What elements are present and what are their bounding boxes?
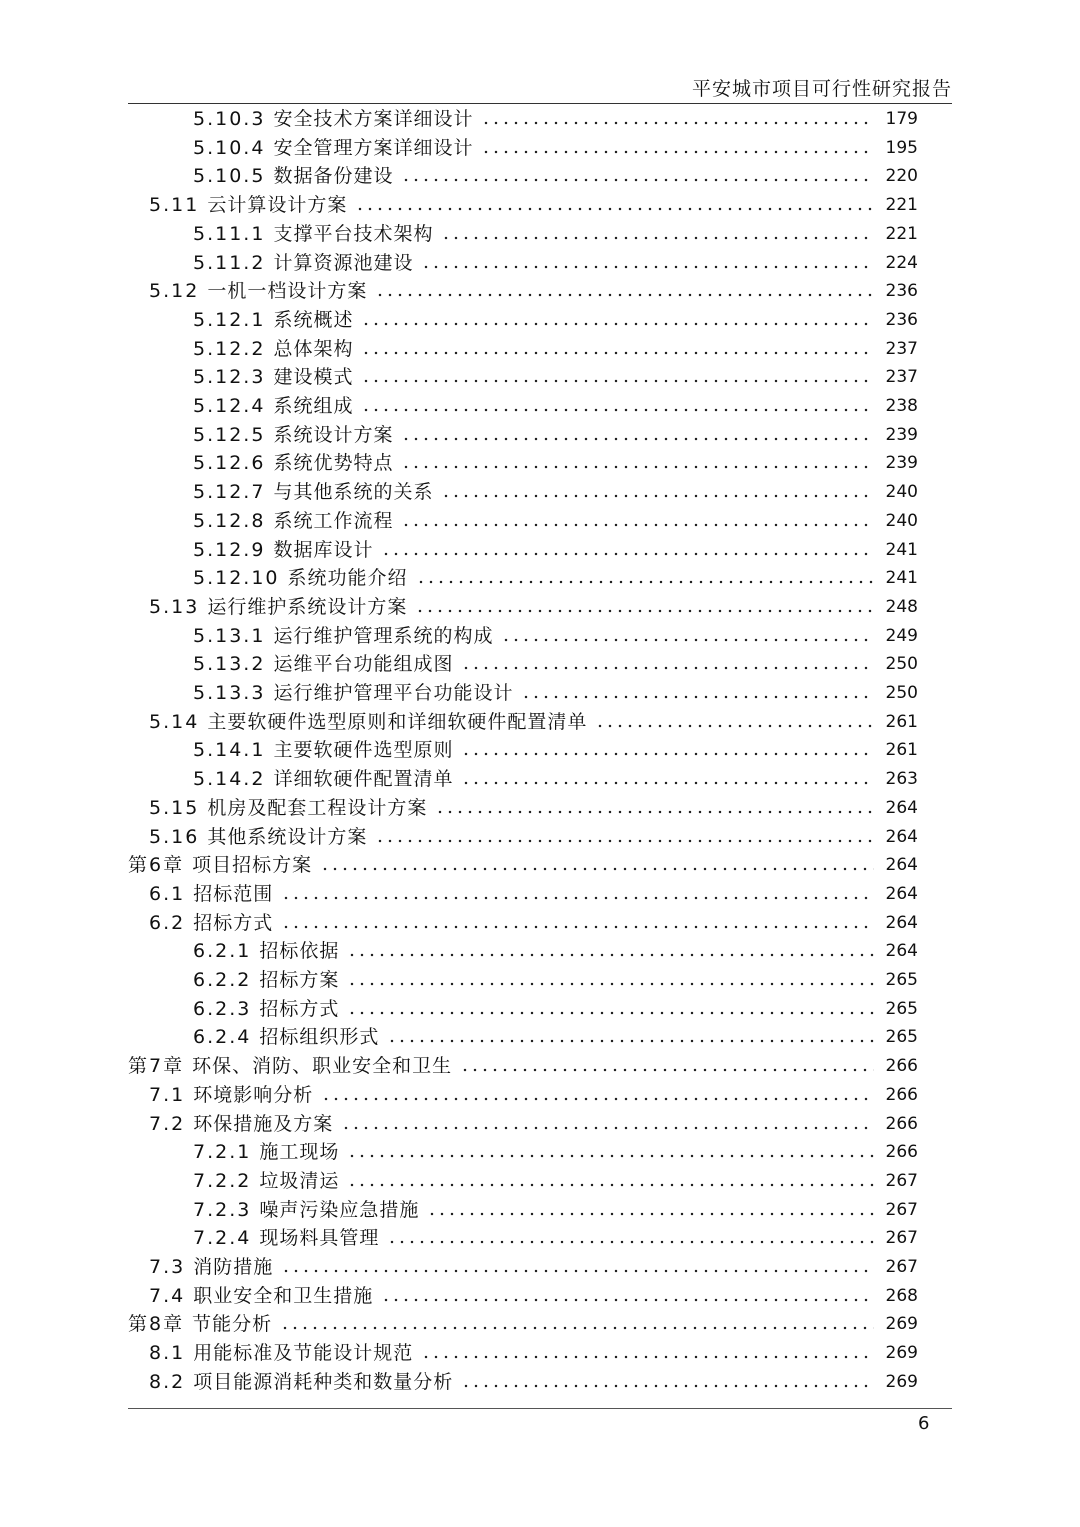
toc-entry-number: 5.12.7 xyxy=(193,481,266,504)
toc-entry-page: 224 xyxy=(885,252,918,273)
toc-entry-page: 266 xyxy=(885,1084,918,1105)
toc-entry-title: 系统组成 xyxy=(273,395,354,417)
toc-dot-leader xyxy=(347,953,874,957)
toc-entry[interactable] xyxy=(149,880,918,908)
toc-entry-title: 建设模式 xyxy=(273,366,354,389)
toc-entry-page: 267 xyxy=(885,1257,918,1277)
toc-entry[interactable] xyxy=(149,823,918,851)
toc-entry-number: 6.2.2 xyxy=(193,969,252,991)
toc-dot-leader xyxy=(461,752,874,756)
toc-entry[interactable] xyxy=(193,1138,918,1166)
toc-dot-leader xyxy=(461,781,874,785)
toc-dot-leader xyxy=(501,638,874,642)
toc-dot-leader xyxy=(460,1068,874,1072)
toc-entry-page: 240 xyxy=(885,510,918,531)
toc-entry-number: 5.12.2 xyxy=(193,337,266,360)
toc-entry-number: 7.2.1 xyxy=(193,1141,252,1164)
toc-entry-number: 6.2.1 xyxy=(193,940,252,963)
toc-entry[interactable] xyxy=(193,363,918,391)
toc-dot-leader xyxy=(427,1212,874,1216)
toc-entry-number: 6.2 xyxy=(149,911,186,934)
toc-dot-leader xyxy=(355,207,874,211)
toc-entry[interactable] xyxy=(149,1368,918,1396)
toc-entry-number: 7.2 xyxy=(149,1112,186,1135)
toc-entry-page: 239 xyxy=(885,424,918,445)
toc-entry-page: 237 xyxy=(885,338,918,359)
toc-dot-leader xyxy=(435,810,874,814)
toc-entry-title: 消防措施 xyxy=(193,1256,274,1278)
toc-entry[interactable] xyxy=(193,392,918,420)
toc-entry-title: 数据库设计 xyxy=(273,538,374,561)
toc-entry-title: 系统设计方案 xyxy=(273,423,394,446)
toc-dot-leader xyxy=(361,408,874,412)
toc-entry[interactable] xyxy=(149,909,918,937)
toc-entry[interactable] xyxy=(193,449,918,477)
toc-entry-page: 269 xyxy=(885,1343,918,1364)
toc-entry-page: 264 xyxy=(885,855,918,876)
toc-entry-page: 236 xyxy=(885,309,918,330)
toc-dot-leader xyxy=(481,150,874,154)
toc-entry-title: 数据备份建设 xyxy=(273,165,394,188)
toc-entry[interactable] xyxy=(149,593,918,621)
toc-entry-page: 265 xyxy=(885,970,918,990)
toc-entry-title: 系统概述 xyxy=(273,308,354,331)
toc-dot-leader xyxy=(381,552,874,556)
toc-dot-leader xyxy=(347,1011,874,1015)
toc-dot-leader xyxy=(280,1326,874,1330)
toc-entry-number: 5.13.3 xyxy=(193,682,266,704)
toc-entry-page: 265 xyxy=(885,1027,918,1048)
toc-entry-title: 详细软硬件配置清单 xyxy=(273,768,454,791)
toc-dot-leader xyxy=(281,925,874,929)
toc-entry-page: 261 xyxy=(885,711,918,732)
toc-dot-leader xyxy=(375,293,874,297)
toc-entry-page: 240 xyxy=(885,482,918,503)
toc-entry-title: 运行维护管理系统的构成 xyxy=(273,624,494,647)
toc-entry-number: 7.2.4 xyxy=(193,1227,252,1250)
toc-entry-title: 环保、消防、职业安全和卫生 xyxy=(192,1055,453,1078)
toc-dot-leader xyxy=(421,1355,874,1359)
toc-entry-page: 266 xyxy=(885,1142,918,1163)
toc-entry[interactable] xyxy=(193,995,918,1023)
toc-entry[interactable] xyxy=(193,622,918,650)
toc-entry-number: 5.12.9 xyxy=(193,538,266,561)
toc-entry-page: 250 xyxy=(885,683,918,703)
toc-entry-number: 5.12.4 xyxy=(193,395,266,417)
toc-dot-leader xyxy=(347,1183,874,1187)
toc-entry-title: 环境影响分析 xyxy=(193,1083,314,1106)
toc-entry[interactable] xyxy=(193,679,918,707)
toc-dot-leader xyxy=(387,1039,874,1043)
toc-entry-number: 7.1 xyxy=(149,1083,186,1106)
page-number: 6 xyxy=(918,1413,930,1434)
toc-dot-leader xyxy=(361,322,874,326)
toc-entry-title: 系统工作流程 xyxy=(273,509,394,532)
toc-entry-page: 267 xyxy=(885,1199,918,1220)
toc-entry[interactable] xyxy=(193,1167,918,1195)
toc-entry-title: 节能分析 xyxy=(192,1313,273,1336)
toc-entry-page: 267 xyxy=(885,1170,918,1191)
toc-entry-title: 运行维护系统设计方案 xyxy=(207,595,408,618)
toc-entry-number: 6.2.4 xyxy=(193,1026,252,1049)
toc-entry-page: 264 xyxy=(885,797,918,818)
toc-dot-leader xyxy=(415,609,874,613)
toc-dot-leader xyxy=(401,178,874,182)
toc-entry-page: 264 xyxy=(885,883,918,904)
toc-entry-page: 269 xyxy=(885,1371,918,1392)
toc-entry-title: 总体架构 xyxy=(273,337,354,360)
toc-entry-page: 241 xyxy=(885,568,918,589)
toc-dot-leader xyxy=(441,494,874,498)
toc-entry[interactable] xyxy=(193,134,918,162)
toc-dot-leader xyxy=(387,1240,874,1244)
toc-entry[interactable] xyxy=(149,1282,918,1310)
toc-entry-number: 5.13.1 xyxy=(193,624,266,647)
toc-entry-title: 一机一档设计方案 xyxy=(207,280,368,303)
toc-dot-leader xyxy=(375,839,874,843)
toc-entry-title: 招标组织形式 xyxy=(259,1026,380,1049)
toc-entry-page: 250 xyxy=(885,654,918,675)
toc-dot-leader xyxy=(521,695,874,699)
toc-entry[interactable] xyxy=(193,306,918,334)
toc-entry[interactable] xyxy=(193,335,918,363)
toc-dot-leader xyxy=(281,896,874,900)
toc-entry[interactable] xyxy=(193,220,918,248)
toc-entry[interactable] xyxy=(149,1110,918,1138)
toc-entry-page: 264 xyxy=(885,941,918,962)
toc-dot-leader xyxy=(361,351,874,355)
toc-entry[interactable] xyxy=(193,765,918,793)
toc-entry-page: 266 xyxy=(885,1113,918,1134)
toc-entry-title: 运维平台功能组成图 xyxy=(273,653,454,676)
toc-entry[interactable] xyxy=(149,277,918,305)
toc-entry-title: 招标方式 xyxy=(193,911,274,934)
toc-entry-page: 238 xyxy=(885,396,918,416)
toc-entry[interactable] xyxy=(193,105,918,133)
toc-entry-title: 运行维护管理平台功能设计 xyxy=(273,682,514,704)
toc-entry-page: 261 xyxy=(885,740,918,761)
header-rule xyxy=(128,103,952,104)
toc-entry-page: 239 xyxy=(885,453,918,474)
toc-entry-title: 招标方案 xyxy=(259,969,340,991)
toc-entry-title: 招标依据 xyxy=(259,940,340,963)
footer-rule xyxy=(128,1408,952,1409)
toc-entry-title: 云计算设计方案 xyxy=(207,194,348,217)
toc-entry-title: 项目能源消耗种类和数量分析 xyxy=(193,1370,454,1393)
toc-entry[interactable] xyxy=(193,249,918,277)
toc-entry-number: 第7章 xyxy=(128,1055,185,1078)
toc-entry-number: 5.13.2 xyxy=(193,653,266,676)
toc-dot-leader xyxy=(281,1269,874,1273)
toc-entry-title: 项目招标方案 xyxy=(192,854,313,877)
toc-entry-number: 5.12.1 xyxy=(193,308,266,331)
toc-entry[interactable] xyxy=(193,162,918,190)
toc-dot-leader xyxy=(347,1154,874,1158)
toc-entry-number: 8.1 xyxy=(149,1342,186,1365)
toc-entry-page: 220 xyxy=(885,166,918,187)
toc-entry-number: 5.14 xyxy=(149,710,200,733)
toc-entry-number: 5.14.1 xyxy=(193,739,266,762)
toc-entry-number: 7.3 xyxy=(149,1256,186,1278)
toc-entry[interactable] xyxy=(149,191,918,219)
toc-dot-leader xyxy=(401,523,874,527)
toc-entry-number: 5.12.5 xyxy=(193,423,266,446)
toc-entry[interactable] xyxy=(193,564,918,592)
toc-entry-number: 7.2.3 xyxy=(193,1198,252,1221)
toc-entry-title: 计算资源池建设 xyxy=(273,251,414,274)
toc-dot-leader xyxy=(361,379,874,383)
toc-entry[interactable] xyxy=(149,1253,918,1281)
toc-dot-leader xyxy=(320,867,874,871)
toc-entry-number: 7.4 xyxy=(149,1284,186,1307)
toc-entry[interactable] xyxy=(193,966,918,994)
toc-dot-leader xyxy=(381,1298,874,1302)
toc-entry-number: 5.12.3 xyxy=(193,366,266,389)
toc-entry[interactable] xyxy=(149,708,918,736)
toc-entry-number: 第8章 xyxy=(128,1313,185,1336)
toc-entry[interactable] xyxy=(193,478,918,506)
toc-entry-page: 241 xyxy=(885,539,918,560)
toc-entry[interactable] xyxy=(193,507,918,535)
toc-entry-title: 安全技术方案详细设计 xyxy=(273,108,474,130)
toc-entry-title: 与其他系统的关系 xyxy=(273,481,434,504)
toc-dot-leader xyxy=(441,236,874,240)
toc-entry[interactable] xyxy=(128,1310,918,1338)
toc-entry-number: 6.2.3 xyxy=(193,997,252,1020)
toc-entry-title: 主要软硬件选型原则和详细软硬件配置清单 xyxy=(207,710,588,733)
toc-entry-title: 招标方式 xyxy=(259,997,340,1020)
toc-entry-title: 现场料具管理 xyxy=(259,1227,380,1250)
toc-entry-number: 5.12.6 xyxy=(193,452,266,475)
toc-dot-leader xyxy=(595,724,874,728)
toc-entry-title: 支撑平台技术架构 xyxy=(273,222,434,245)
toc-dot-leader xyxy=(421,265,874,269)
toc-dot-leader xyxy=(347,982,874,986)
toc-entry-page: 266 xyxy=(885,1056,918,1077)
toc-dot-leader xyxy=(461,666,874,670)
toc-entry-number: 5.11 xyxy=(149,194,200,217)
toc-entry[interactable] xyxy=(149,794,918,822)
toc-entry-page: 237 xyxy=(885,367,918,388)
toc-entry[interactable] xyxy=(149,1081,918,1109)
toc-entry[interactable] xyxy=(128,1052,918,1080)
toc-entry-page: 236 xyxy=(885,281,918,302)
header-title: 平安城市项目可行性研究报告 xyxy=(691,78,952,100)
toc-entry-number: 第6章 xyxy=(128,854,185,877)
toc-entry-number: 6.1 xyxy=(149,882,186,905)
toc-entry-number: 5.12 xyxy=(149,280,200,303)
toc-entry-number: 5.12.10 xyxy=(193,567,280,590)
toc-entry-title: 环保措施及方案 xyxy=(193,1112,334,1135)
toc-entry-page: 195 xyxy=(885,137,918,158)
toc-entry-title: 机房及配套工程设计方案 xyxy=(207,796,428,819)
toc-entry-page: 264 xyxy=(885,912,918,933)
toc-entry-title: 用能标准及节能设计规范 xyxy=(193,1342,414,1365)
toc-entry-number: 7.2.2 xyxy=(193,1169,252,1192)
toc-entry-page: 248 xyxy=(885,596,918,617)
toc-dot-leader xyxy=(416,580,874,584)
toc-entry[interactable] xyxy=(193,1023,918,1051)
toc-entry-page: 269 xyxy=(885,1314,918,1335)
toc-entry-page: 179 xyxy=(885,109,918,129)
toc-dot-leader xyxy=(341,1126,874,1130)
toc-entry-number: 5.10.5 xyxy=(193,165,266,188)
toc-entry-title: 招标范围 xyxy=(193,882,274,905)
toc-entry[interactable] xyxy=(193,1196,918,1224)
toc-entry-page: 263 xyxy=(885,769,918,790)
toc-entry-number: 5.14.2 xyxy=(193,768,266,791)
toc-entry[interactable] xyxy=(193,937,918,965)
toc-dot-leader xyxy=(461,1384,874,1388)
toc-entry[interactable] xyxy=(128,851,918,879)
toc-dot-leader xyxy=(481,121,874,125)
toc-entry-page: 264 xyxy=(885,826,918,847)
toc-entry-page: 249 xyxy=(885,625,918,646)
toc-entry-page: 221 xyxy=(885,223,918,244)
toc-entry[interactable] xyxy=(193,736,918,764)
toc-entry-title: 施工现场 xyxy=(259,1141,340,1164)
toc-entry-title: 其他系统设计方案 xyxy=(207,825,368,848)
toc-entry-title: 垃圾清运 xyxy=(259,1169,340,1192)
toc-dot-leader xyxy=(401,465,874,469)
toc-entry-title: 系统优势特点 xyxy=(273,452,394,475)
toc-entry-number: 5.10.4 xyxy=(193,136,266,159)
toc-entry-page: 265 xyxy=(885,998,918,1019)
toc-entry[interactable] xyxy=(149,1339,918,1367)
toc-entry-number: 8.2 xyxy=(149,1370,186,1393)
toc-entry-page: 268 xyxy=(885,1285,918,1306)
toc-entry-title: 主要软硬件选型原则 xyxy=(273,739,454,762)
toc-entry-page: 221 xyxy=(885,195,918,216)
toc-entry-page: 267 xyxy=(885,1228,918,1249)
toc-entry[interactable] xyxy=(193,1224,918,1252)
toc-dot-leader xyxy=(321,1097,874,1101)
toc-entry-number: 5.10.3 xyxy=(193,108,266,130)
toc-entry[interactable] xyxy=(193,536,918,564)
toc-dot-leader xyxy=(401,437,874,441)
toc-entry-number: 5.12.8 xyxy=(193,509,266,532)
toc-entry-title: 职业安全和卫生措施 xyxy=(193,1284,374,1307)
toc-entry-number: 5.11.1 xyxy=(193,222,266,245)
toc-entry-number: 5.16 xyxy=(149,825,200,848)
toc-entry-title: 安全管理方案详细设计 xyxy=(273,136,474,159)
toc-entry-title: 系统功能介绍 xyxy=(287,567,408,590)
toc-entry[interactable] xyxy=(193,421,918,449)
toc-entry-number: 5.15 xyxy=(149,796,200,819)
toc-entry-number: 5.13 xyxy=(149,595,200,618)
toc-entry-title: 噪声污染应急措施 xyxy=(259,1198,420,1221)
toc-entry-number: 5.11.2 xyxy=(193,251,266,274)
toc-entry[interactable] xyxy=(193,650,918,678)
